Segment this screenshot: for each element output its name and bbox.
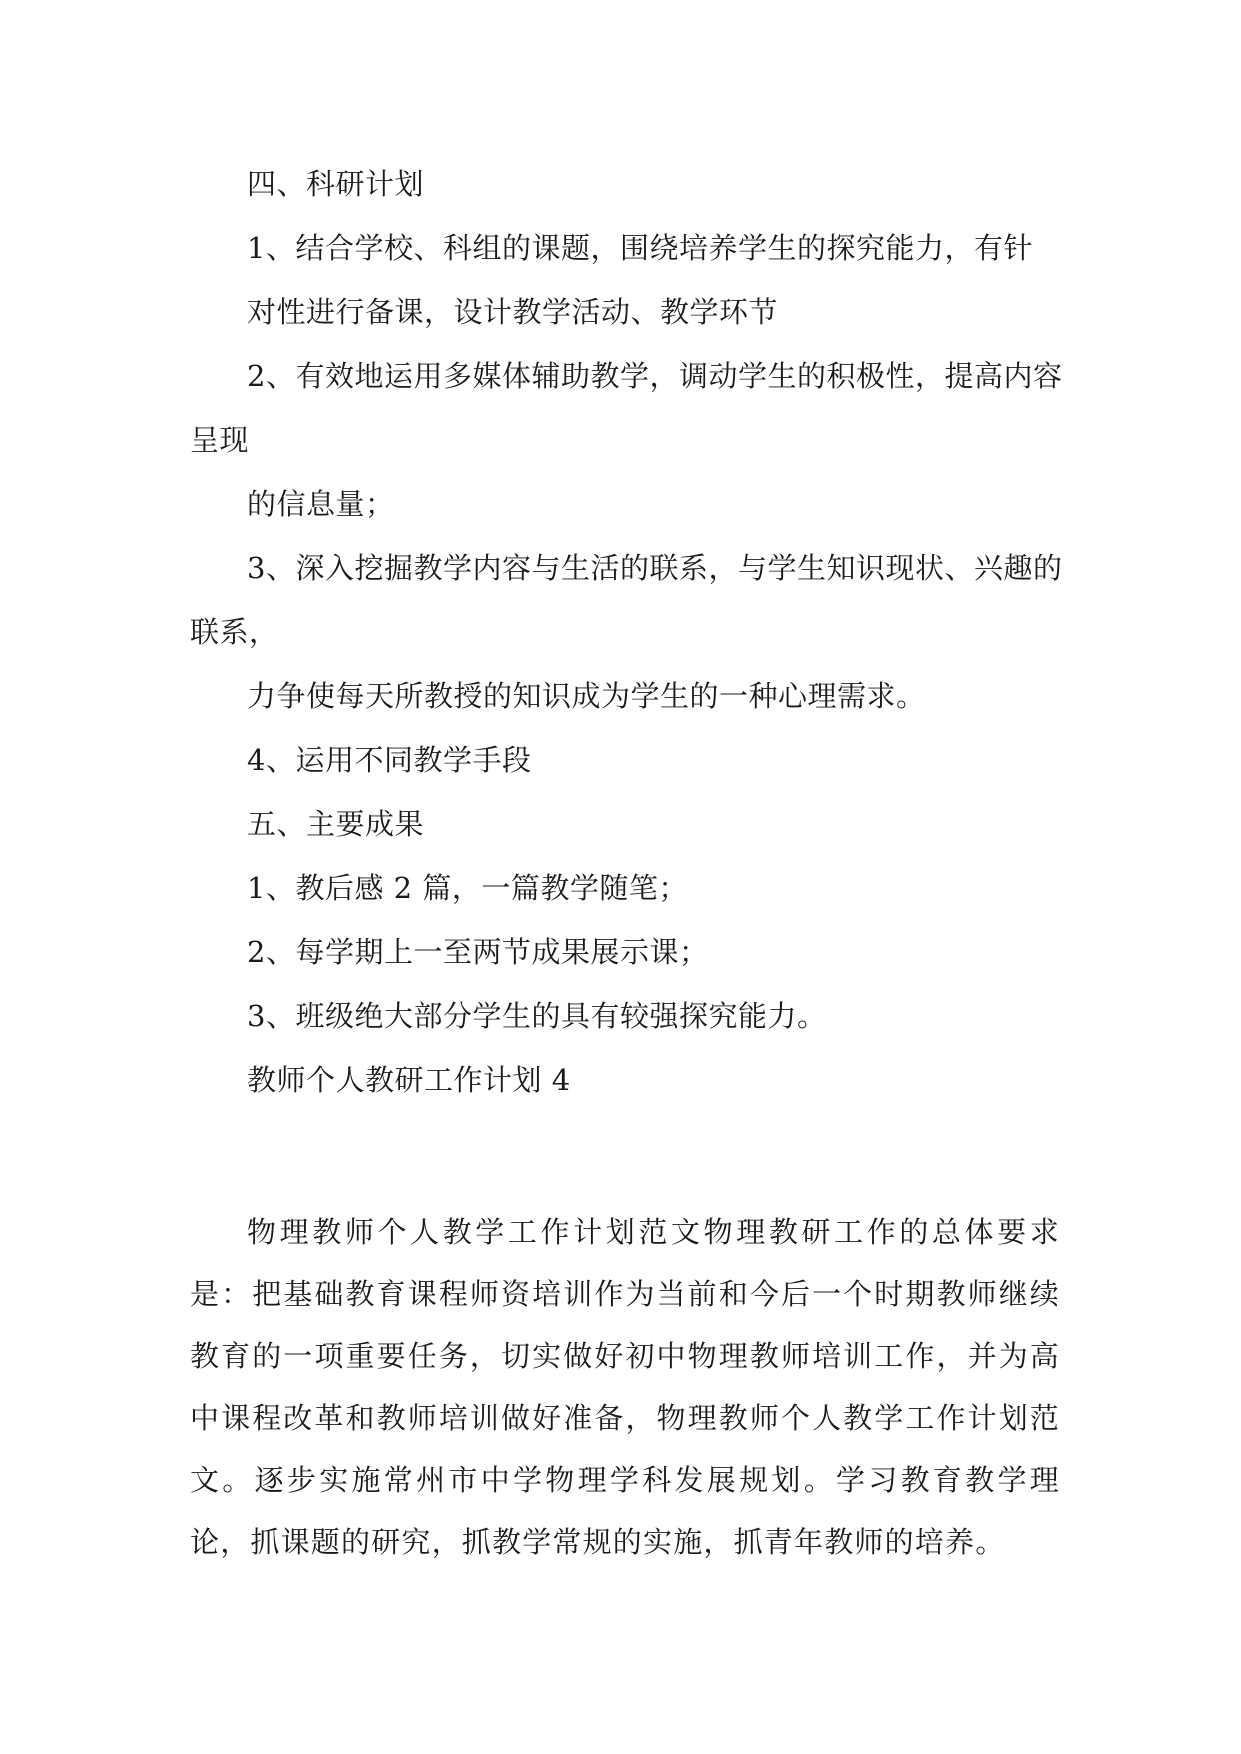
- section-title: 教师个人教研工作计划 4: [247, 1063, 571, 1097]
- text-line: 的信息量；: [247, 487, 395, 521]
- text-line: 2、有效地运用多媒体辅助教学，调动学生的积极性，提高内容: [247, 359, 1063, 393]
- text-line: 3、深入挖掘教学内容与生活的联系，与学生知识现状、兴趣的: [247, 551, 1063, 585]
- body-paragraph: 物理教师个人教学工作计划范文物理教研工作的总体要求是：把基础教育课程师资培训作为当前和今后一个时期教师继续教育的一项重要任务，切实做好初中物理教师培训工作，并为高中课程改革和教师培训做好准备，物理教师个人教学工作计划范文。逐步实施常州市中学物理学科发展规划。学习教育教学理论，抓课题的研究，抓教学常规的实施，抓青年教师的培养。: [190, 1215, 1060, 1559]
- text-line: 3、班级绝大部分学生的具有较强探究能力。: [247, 999, 827, 1033]
- text-line: 1、结合学校、科组的课题，围绕培养学生的探究能力，有针: [247, 231, 1033, 265]
- text-line: 联系，: [190, 615, 279, 649]
- text-line: 4、运用不同教学手段: [247, 743, 532, 777]
- text-line: 1、教后感 2 篇，一篇教学随笔；: [247, 871, 688, 905]
- text-line: 呈现: [190, 423, 250, 457]
- heading-main-results: 五、主要成果: [247, 807, 425, 841]
- text-line: 力争使每天所教授的知识成为学生的一种心理需求。: [247, 679, 926, 713]
- text-line: 对性进行备课，设计教学活动、教学环节: [247, 295, 779, 329]
- text-line: 2、每学期上一至两节成果展示课；: [247, 935, 709, 969]
- heading-research-plan: 四、科研计划: [247, 167, 425, 201]
